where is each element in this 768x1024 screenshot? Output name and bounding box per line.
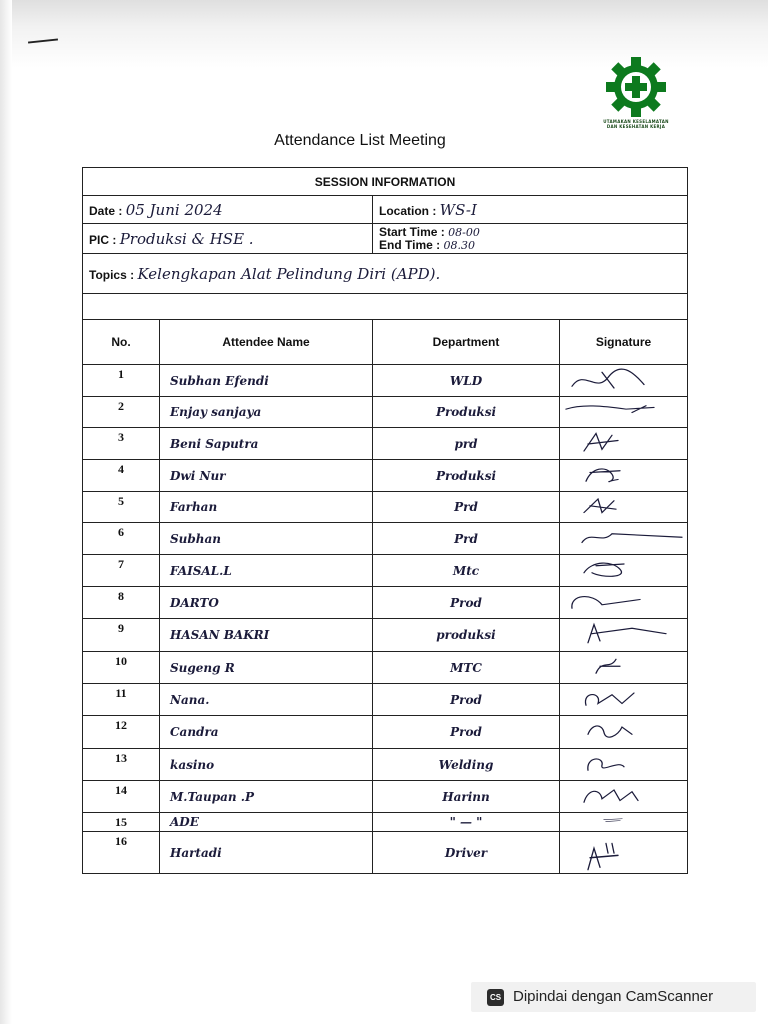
- logo-text-line2: DAN KESEHATAN KERJA: [606, 124, 666, 129]
- col-header-signature: Signature: [560, 320, 688, 365]
- attendee-row: [83, 492, 688, 523]
- signature-cell: [560, 813, 688, 832]
- handwritten-signature: [562, 494, 686, 521]
- location-cell: [373, 196, 688, 224]
- signature-stroke: [566, 405, 654, 412]
- attendee-row: [83, 555, 688, 587]
- attendee-name: FAISAL.L: [160, 555, 373, 587]
- camscanner-logo-icon: CS: [487, 989, 504, 1006]
- signature-cell: [560, 619, 688, 652]
- signature-stroke: [584, 499, 616, 513]
- k3-logo: [598, 56, 674, 129]
- attendee-department: Welding: [373, 749, 560, 781]
- attendee-department: Prd: [373, 523, 560, 555]
- handwritten-signature: [562, 462, 686, 490]
- time-cell: [373, 224, 688, 254]
- row-number: 8: [83, 587, 160, 619]
- attendee-department: Produksi: [373, 460, 560, 492]
- attendee-row: [83, 813, 688, 832]
- attendee-row: [83, 397, 688, 428]
- attendee-department: Mtc: [373, 555, 560, 587]
- attendee-row: [83, 832, 688, 874]
- attendee-name: Beni Saputra: [160, 428, 373, 460]
- attendee-row: [83, 428, 688, 460]
- signature-cell: [560, 397, 688, 428]
- handwritten-signature: [562, 654, 686, 682]
- pic-cell: [83, 224, 373, 254]
- start-time-label: Start Time :: [379, 224, 445, 239]
- pic-value: Produksi & HSE .: [119, 229, 254, 248]
- safety-gear-icon: [605, 56, 667, 118]
- attendee-department: Prod: [373, 716, 560, 749]
- signature-stroke: [588, 843, 618, 869]
- handwritten-signature: [562, 834, 686, 872]
- row-number: 5: [83, 492, 160, 523]
- signature-stroke: [587, 758, 623, 769]
- camscanner-watermark: [471, 982, 756, 1012]
- handwritten-signature: [562, 621, 686, 650]
- handwritten-signature: [562, 718, 686, 747]
- blank-row: [83, 294, 688, 320]
- attendee-row: [83, 619, 688, 652]
- attendee-rows: [83, 365, 688, 874]
- session-header: SESSION INFORMATION: [83, 168, 688, 196]
- row-number: 2: [83, 397, 160, 428]
- signature-cell: [560, 781, 688, 813]
- signature-cell: [560, 587, 688, 619]
- signature-cell: [560, 365, 688, 397]
- handwritten-signature: [562, 783, 686, 811]
- signature-cell: [560, 523, 688, 555]
- attendee-row: [83, 523, 688, 555]
- row-number: 9: [83, 619, 160, 652]
- signature-stroke: [572, 369, 644, 388]
- row-number: 15: [83, 813, 160, 832]
- signature-stroke: [596, 659, 620, 673]
- attendee-row: [83, 781, 688, 813]
- row-number: 6: [83, 523, 160, 555]
- signature-cell: [560, 492, 688, 523]
- row-number: 11: [83, 684, 160, 716]
- date-label: Date :: [89, 203, 123, 218]
- date-cell: [83, 196, 373, 224]
- attendee-department: Prod: [373, 684, 560, 716]
- page-title: Attendance List Meeting: [274, 132, 446, 149]
- attendee-department: prd: [373, 428, 560, 460]
- attendee-row: [83, 460, 688, 492]
- handwritten-signature: [562, 686, 686, 714]
- signature-stroke: [584, 563, 624, 576]
- signature-cell: [560, 832, 688, 874]
- signature-cell: [560, 684, 688, 716]
- attendee-name: Hartadi: [160, 832, 373, 874]
- start-time-value: 08-00: [448, 225, 480, 239]
- attendee-row: [83, 587, 688, 619]
- attendee-department: Produksi: [373, 397, 560, 428]
- attendee-department: Driver: [373, 832, 560, 874]
- handwritten-signature: [562, 525, 686, 553]
- attendee-row: [83, 684, 688, 716]
- row-number: 3: [83, 428, 160, 460]
- row-number: 13: [83, 749, 160, 781]
- handwritten-signature: [562, 815, 686, 830]
- attendee-name: HASAN BAKRI: [160, 619, 373, 652]
- signature-cell: [560, 460, 688, 492]
- attendee-name: Sugeng R: [160, 652, 373, 684]
- logo-text-line1: UTAMAKAN KESELAMATAN: [603, 119, 669, 124]
- signature-cell: [560, 716, 688, 749]
- location-label: Location :: [379, 203, 437, 218]
- attendee-name: kasino: [160, 749, 373, 781]
- signature-stroke: [588, 725, 632, 736]
- signature-cell: [560, 749, 688, 781]
- row-number: 14: [83, 781, 160, 813]
- attendee-name: M.Taupan .P: [160, 781, 373, 813]
- end-time-value: 08.30: [443, 238, 475, 252]
- attendee-row: [83, 716, 688, 749]
- attendee-name: Nana.: [160, 684, 373, 716]
- row-number: 16: [83, 832, 160, 874]
- attendee-name: Enjay sanjaya: [160, 397, 373, 428]
- attendee-name: Subhan: [160, 523, 373, 555]
- signature-stroke: [571, 596, 639, 608]
- attendee-department: MTC: [373, 652, 560, 684]
- attendee-department: Prd: [373, 492, 560, 523]
- signature-stroke: [584, 790, 638, 802]
- row-number: 4: [83, 460, 160, 492]
- attendee-row: [83, 652, 688, 684]
- signature-stroke: [588, 624, 666, 642]
- handwritten-signature: [562, 367, 686, 395]
- signature-stroke: [582, 533, 682, 542]
- attendee-department: WLD: [373, 365, 560, 397]
- attendee-name: Dwi Nur: [160, 460, 373, 492]
- signature-stroke: [604, 818, 622, 821]
- pic-label: PIC :: [89, 232, 117, 247]
- signature-stroke: [584, 433, 618, 451]
- topics-value: Kelengkapan Alat Pelindung Diri (APD).: [137, 264, 441, 283]
- attendee-name: Candra: [160, 716, 373, 749]
- handwritten-signature: [562, 399, 686, 426]
- attendee-department: produksi: [373, 619, 560, 652]
- end-time-label: End Time :: [379, 237, 441, 252]
- col-header-department: Department: [373, 320, 560, 365]
- row-number: 10: [83, 652, 160, 684]
- attendee-name: DARTO: [160, 587, 373, 619]
- attendee-name: Subhan Efendi: [160, 365, 373, 397]
- col-header-no: No.: [83, 320, 160, 365]
- camscanner-text: Dipindai dengan CamScanner: [513, 988, 714, 1005]
- handwritten-signature: [562, 557, 686, 585]
- topics-label: Topics :: [89, 267, 135, 282]
- location-value: WS-I: [439, 200, 477, 219]
- date-value: 05 Juni 2024: [125, 200, 223, 219]
- attendee-row: [83, 749, 688, 781]
- attendee-name: ADE: [160, 813, 373, 832]
- col-header-name: Attendee Name: [160, 320, 373, 365]
- attendee-department: Prod: [373, 587, 560, 619]
- handwritten-signature: [562, 589, 686, 617]
- attendee-department: Harinn: [373, 781, 560, 813]
- handwritten-signature: [562, 430, 686, 458]
- row-number: 7: [83, 555, 160, 587]
- topics-cell: [83, 254, 688, 294]
- signature-cell: [560, 652, 688, 684]
- attendee-row: [83, 365, 688, 397]
- signature-cell: [560, 555, 688, 587]
- attendance-form: [82, 167, 688, 874]
- handwritten-signature: [562, 751, 686, 779]
- row-number: 1: [83, 365, 160, 397]
- signature-cell: [560, 428, 688, 460]
- attendee-name: Farhan: [160, 492, 373, 523]
- signature-stroke: [586, 468, 620, 481]
- attendee-department: " — ": [373, 813, 560, 832]
- scan-left-shadow: [0, 0, 12, 1024]
- row-number: 12: [83, 716, 160, 749]
- signature-stroke: [585, 693, 634, 705]
